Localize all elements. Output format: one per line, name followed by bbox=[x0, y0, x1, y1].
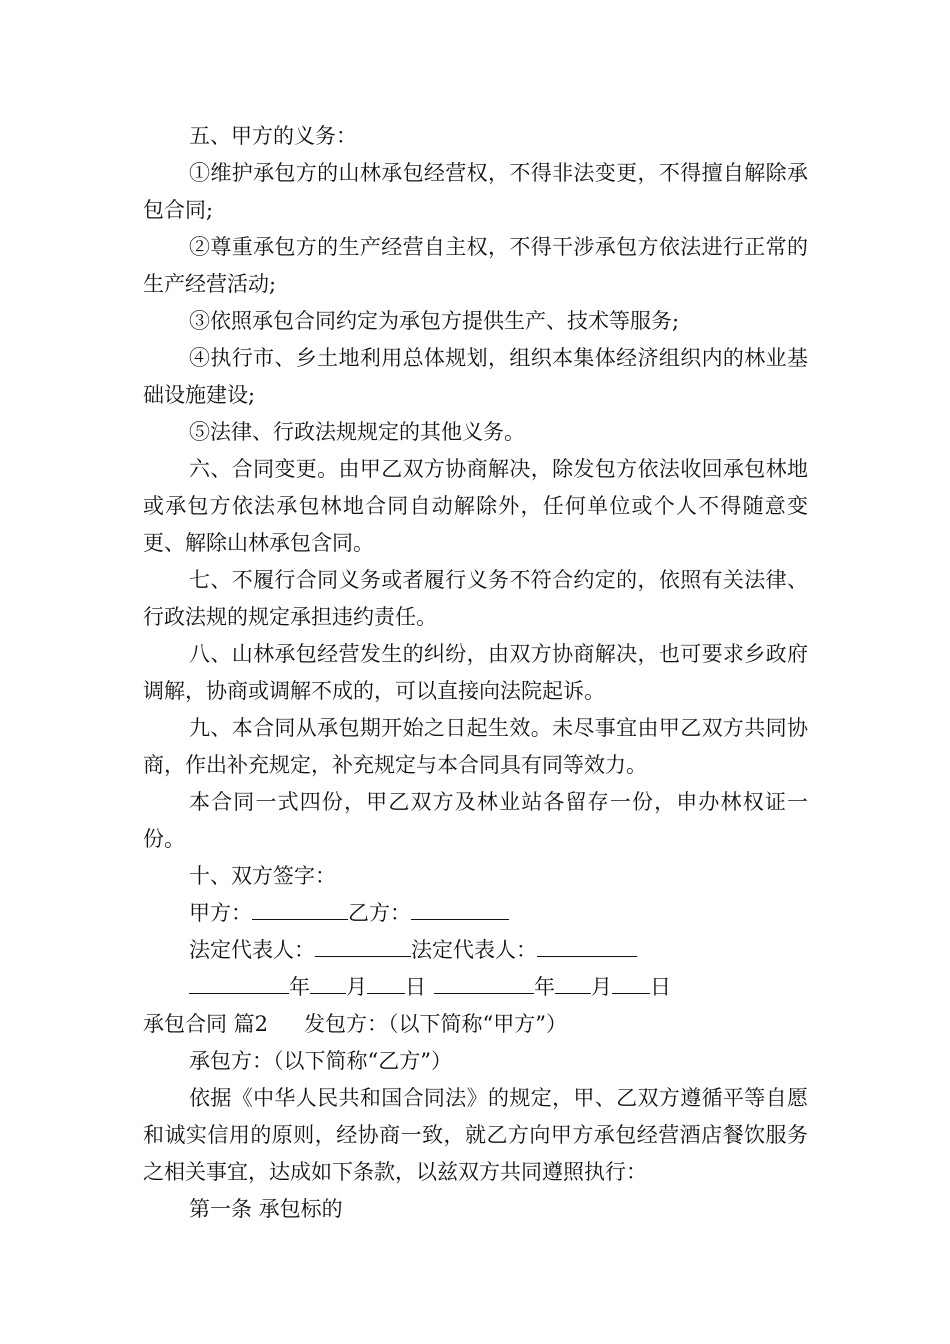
rep-b-label: 法定代表人： bbox=[411, 938, 537, 962]
section-5-title: 五、甲方的义务： bbox=[189, 124, 357, 148]
date-b-year-blank[interactable] bbox=[434, 971, 534, 994]
section-5-item-2: ②尊重承包方的生产经营自主权，不得干涉承包方依法进行正常的生产经营活动; bbox=[143, 235, 808, 296]
part2-intro: 依据《中华人民共和国合同法》的规定，甲、乙双方遵循平等自愿和诚实信用的原则，经协商一致，就乙方向甲方承包经营酒店餐饮服务之相关事宜，达成如下条款，以兹双方共同遵照执行： bbox=[143, 1086, 808, 1184]
rep-a-label: 法定代表人： bbox=[189, 938, 315, 962]
date-a-year-label: 年 bbox=[289, 975, 310, 999]
date-b-month-label: 月 bbox=[591, 975, 612, 999]
signature-parties-line bbox=[143, 895, 808, 932]
part2-employer: 发包方：（以下简称“甲方”） bbox=[304, 1012, 568, 1036]
date-a-month-label: 月 bbox=[346, 975, 367, 999]
section-8: 八、山林承包经营发生的纠纷，由双方协商解决，也可要求乡政府调解，协商或调解不成的，可以直接向法院起诉。 bbox=[143, 642, 808, 703]
document-body bbox=[143, 118, 808, 1228]
date-a-month-blank[interactable] bbox=[310, 971, 346, 994]
section-10-title: 十、双方签字： bbox=[189, 864, 336, 888]
rep-b-signature-blank[interactable] bbox=[537, 934, 637, 957]
section-5-item-4: ④执行市、乡土地利用总体规划，组织本集体经济组织内的林业基础设施建设; bbox=[143, 346, 808, 407]
section-7: 七、不履行合同义务或者履行义务不符合约定的，依照有关法律、行政法规的规定承担违约责任。 bbox=[143, 568, 808, 629]
section-5-item-5: ⑤法律、行政法规规定的其他义务。 bbox=[189, 420, 525, 444]
part2-article-1: 第一条 承包标的 bbox=[189, 1197, 343, 1221]
date-b-month-blank[interactable] bbox=[555, 971, 591, 994]
section-5-item-3: ③依照承包合同约定为承包方提供生产、技术等服务; bbox=[189, 309, 680, 333]
party-b-label: 乙方： bbox=[348, 901, 411, 925]
date-a-day-label: 日 bbox=[405, 975, 426, 999]
part2-heading-line bbox=[143, 1006, 808, 1043]
date-b-day-label: 日 bbox=[650, 975, 671, 999]
signature-dates-line bbox=[143, 969, 808, 1006]
date-b-year-label: 年 bbox=[534, 975, 555, 999]
date-a-year-blank[interactable] bbox=[189, 971, 289, 994]
party-a-label: 甲方： bbox=[189, 901, 252, 925]
part2-contractor: 承包方：（以下简称“乙方”） bbox=[189, 1049, 452, 1073]
section-5-item-1: ①维护承包方的山林承包经营权，不得非法变更，不得擅自解除承包合同; bbox=[143, 161, 808, 222]
part2-heading: 承包合同 篇2 bbox=[143, 1012, 269, 1036]
signature-representatives-line bbox=[143, 932, 808, 969]
section-9: 九、本合同从承包期开始之日起生效。未尽事宜由甲乙双方共同协商，作出补充规定，补充规定与本合同具有同等效力。 bbox=[143, 716, 808, 777]
rep-a-signature-blank[interactable] bbox=[315, 934, 411, 957]
date-b-day-blank[interactable] bbox=[612, 971, 650, 994]
party-b-signature-blank[interactable] bbox=[411, 897, 509, 920]
party-a-signature-blank[interactable] bbox=[252, 897, 348, 920]
copies-clause: 本合同一式四份，甲乙双方及林业站各留存一份，申办林权证一份。 bbox=[143, 790, 808, 851]
date-a-day-blank[interactable] bbox=[367, 971, 405, 994]
section-6: 六、合同变更。由甲乙双方协商解决，除发包方依法收回承包林地或承包方依法承包林地合同自动解除外，任何单位或个人不得随意变更、解除山林承包含同。 bbox=[143, 457, 808, 555]
